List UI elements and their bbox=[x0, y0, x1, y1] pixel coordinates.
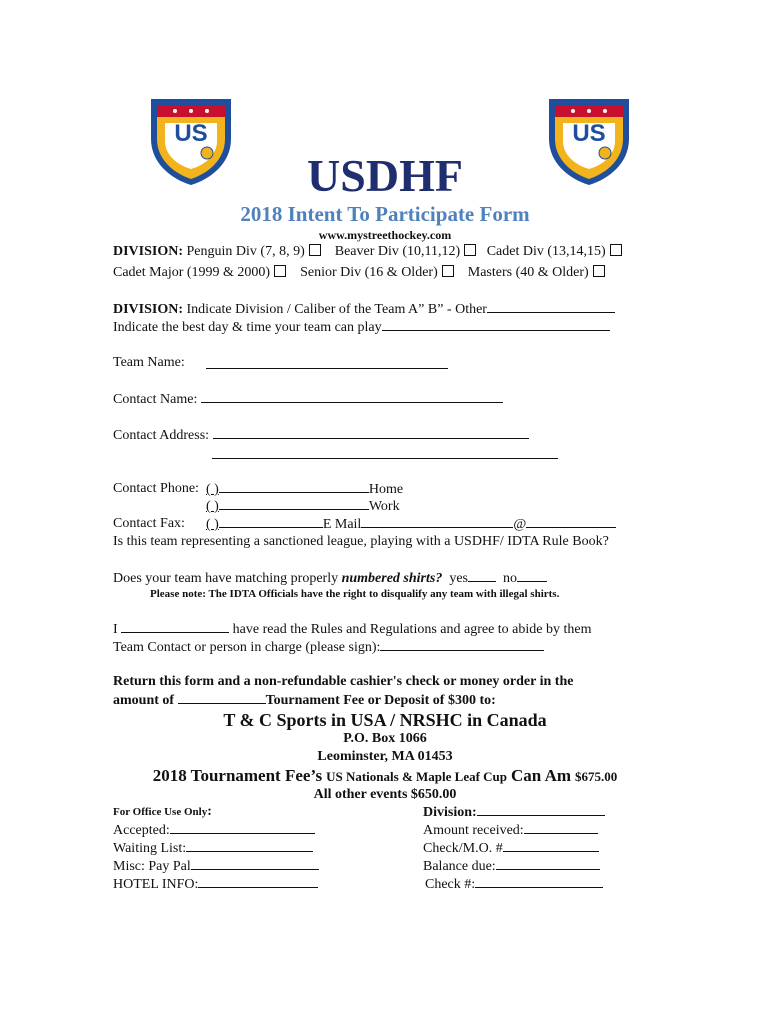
office-check-mo bbox=[423, 839, 599, 858]
agreement-sign-label: Team Contact or person in charge (please sign): bbox=[113, 640, 381, 655]
work-phone-field[interactable] bbox=[219, 497, 369, 510]
contact-name-label: Contact Name: bbox=[113, 392, 198, 407]
office-division-label: Division: bbox=[423, 805, 477, 820]
city: Leominster, MA 01453 bbox=[317, 749, 453, 764]
fees-other: All other events $650.00 bbox=[313, 787, 457, 802]
division-caliber-label: DIVISION: bbox=[113, 302, 184, 317]
shirts-emphasis: numbered shirts? bbox=[341, 571, 443, 586]
fax-email-line bbox=[206, 515, 616, 534]
fees-events: US Nationals & Maple Leaf Cup bbox=[326, 769, 508, 784]
team-name-field[interactable] bbox=[206, 356, 448, 369]
agreement-line-2 bbox=[113, 638, 544, 657]
shirts-no-label: no bbox=[503, 571, 518, 586]
balance-due-field[interactable] bbox=[496, 857, 600, 870]
checkbox-beaver[interactable] bbox=[464, 244, 476, 256]
email-domain-field[interactable] bbox=[526, 515, 616, 528]
agreement-line-1 bbox=[113, 620, 592, 639]
division-option-cadet: Cadet Div (13,14,15) bbox=[486, 244, 606, 259]
contact-address-field-2[interactable] bbox=[212, 446, 558, 459]
fees-can-am: Can Am bbox=[511, 766, 572, 785]
division-option-masters: Masters (40 & Older) bbox=[467, 265, 589, 280]
contact-address-field-1[interactable] bbox=[213, 426, 529, 439]
fees-line bbox=[0, 765, 770, 788]
hotel-label: HOTEL INFO: bbox=[113, 877, 199, 892]
division-row-2 bbox=[113, 264, 605, 282]
waiting-list-field[interactable] bbox=[186, 839, 313, 852]
team-name-label: Team Name: bbox=[113, 355, 185, 370]
office-division bbox=[423, 803, 605, 822]
office-waiting-list bbox=[113, 839, 313, 858]
office-title-colon: : bbox=[207, 804, 212, 819]
home-area-code[interactable]: ( ) bbox=[206, 482, 219, 497]
best-day-field[interactable] bbox=[382, 318, 610, 331]
email-at: @ bbox=[513, 517, 527, 532]
division-caliber-line bbox=[113, 300, 615, 319]
accepted-field[interactable] bbox=[170, 821, 315, 834]
contact-fax-label: Contact Fax: bbox=[113, 516, 185, 531]
checkbox-cadet-major[interactable] bbox=[274, 265, 286, 277]
office-amount-received bbox=[423, 821, 598, 840]
form-title: 2018 Intent To Participate Form bbox=[240, 202, 530, 226]
balance-due-label: Balance due: bbox=[423, 859, 496, 874]
work-area-code[interactable]: ( ) bbox=[206, 499, 219, 514]
shirts-question bbox=[113, 569, 547, 588]
contact-address-label: Contact Address: bbox=[113, 428, 210, 443]
amount-field[interactable] bbox=[178, 691, 266, 704]
agreement-i: I bbox=[113, 622, 118, 637]
fax-field[interactable] bbox=[219, 515, 323, 528]
best-day-label: Indicate the best day & time your team can play bbox=[113, 320, 382, 335]
office-balance-due bbox=[423, 857, 600, 876]
office-title-text: For Office Use Only bbox=[113, 806, 208, 818]
fax-area-code[interactable]: ( ) bbox=[206, 517, 219, 532]
email-label: E Mail bbox=[322, 517, 362, 532]
office-title bbox=[113, 805, 212, 819]
contact-name-field[interactable] bbox=[201, 390, 503, 403]
best-day-line bbox=[113, 318, 610, 337]
office-accepted bbox=[113, 821, 315, 840]
home-label: Home bbox=[368, 482, 404, 497]
shirts-no-field[interactable] bbox=[517, 569, 547, 582]
amount-of-label: amount of bbox=[113, 693, 175, 708]
home-phone-field[interactable] bbox=[219, 480, 369, 493]
payment-line-1: Return this form and a non-refundable cashier's check or money order in the bbox=[113, 674, 574, 689]
check-mo-label: Check/M.O. # bbox=[423, 841, 503, 856]
org-title: USDHF bbox=[307, 150, 463, 201]
office-division-field[interactable] bbox=[477, 803, 605, 816]
website: www.mystreethockey.com bbox=[318, 228, 452, 242]
payment-line-2 bbox=[113, 691, 496, 710]
division-label: DIVISION: bbox=[113, 244, 184, 259]
shirts-prefix: Does your team have matching properly bbox=[113, 571, 339, 586]
division-other-field[interactable] bbox=[487, 300, 615, 313]
amount-received-field[interactable] bbox=[524, 821, 598, 834]
amount-received-label: Amount received: bbox=[423, 823, 524, 838]
work-phone-line bbox=[206, 497, 400, 516]
division-option-beaver: Beaver Div (10,11,12) bbox=[334, 244, 461, 259]
logo-right-text: US bbox=[572, 120, 606, 147]
shirts-note: Please note: The IDTA Officials have the right to disqualify any team with illegal shirts. bbox=[150, 588, 560, 600]
paypal-label: Misc: Pay Pal bbox=[113, 859, 191, 874]
work-label: Work bbox=[368, 499, 400, 514]
payment-fee-text: Tournament Fee or Deposit of $300 to: bbox=[265, 693, 496, 708]
division-option-penguin: Penguin Div (7, 8, 9) bbox=[186, 244, 305, 259]
email-user-field[interactable] bbox=[361, 515, 513, 528]
division-row-1 bbox=[113, 243, 622, 261]
contact-phone-label: Contact Phone: bbox=[113, 481, 199, 496]
division-caliber-text: Indicate Division / Caliber of the Team A” B” - Other bbox=[186, 302, 487, 317]
fees-can-am-amount: $675.00 bbox=[575, 769, 618, 784]
agreement-name-field[interactable] bbox=[121, 620, 229, 633]
po-box: P.O. Box 1066 bbox=[343, 731, 427, 746]
check-mo-field[interactable] bbox=[503, 839, 599, 852]
checkbox-masters[interactable] bbox=[593, 265, 605, 277]
division-option-senior: Senior Div (16 & Older) bbox=[300, 265, 438, 280]
shirts-yes-label: yes bbox=[449, 571, 469, 586]
office-paypal bbox=[113, 857, 319, 876]
contact-name-line bbox=[113, 390, 503, 409]
paypal-field[interactable] bbox=[191, 857, 319, 870]
office-check-number bbox=[425, 875, 603, 894]
signature-field[interactable] bbox=[380, 638, 544, 651]
checkbox-penguin[interactable] bbox=[309, 244, 321, 256]
fees-title: 2018 Tournament Fee’s bbox=[152, 766, 323, 785]
division-option-cadet-major: Cadet Major (1999 & 2000) bbox=[113, 265, 271, 280]
accepted-label: Accepted: bbox=[113, 823, 170, 838]
check-number-field[interactable] bbox=[475, 875, 603, 888]
shirts-yes-field[interactable] bbox=[468, 569, 496, 582]
office-hotel bbox=[113, 875, 318, 894]
checkbox-senior[interactable] bbox=[442, 265, 454, 277]
hotel-field[interactable] bbox=[198, 875, 318, 888]
waiting-list-label: Waiting List: bbox=[113, 841, 187, 856]
checkbox-cadet[interactable] bbox=[610, 244, 622, 256]
agreement-text: have read the Rules and Regulations and agree to abide by them bbox=[232, 622, 592, 637]
contact-address-line bbox=[113, 426, 529, 445]
check-number-label: Check #: bbox=[425, 877, 476, 892]
payee: T & C Sports in USA / NRSHC in Canada bbox=[223, 710, 547, 730]
logo-left-text: US bbox=[174, 120, 208, 147]
sanctioned-question: Is this team representing a sanctioned league, playing with a USDHF/ IDTA Rule Book? bbox=[113, 534, 609, 549]
